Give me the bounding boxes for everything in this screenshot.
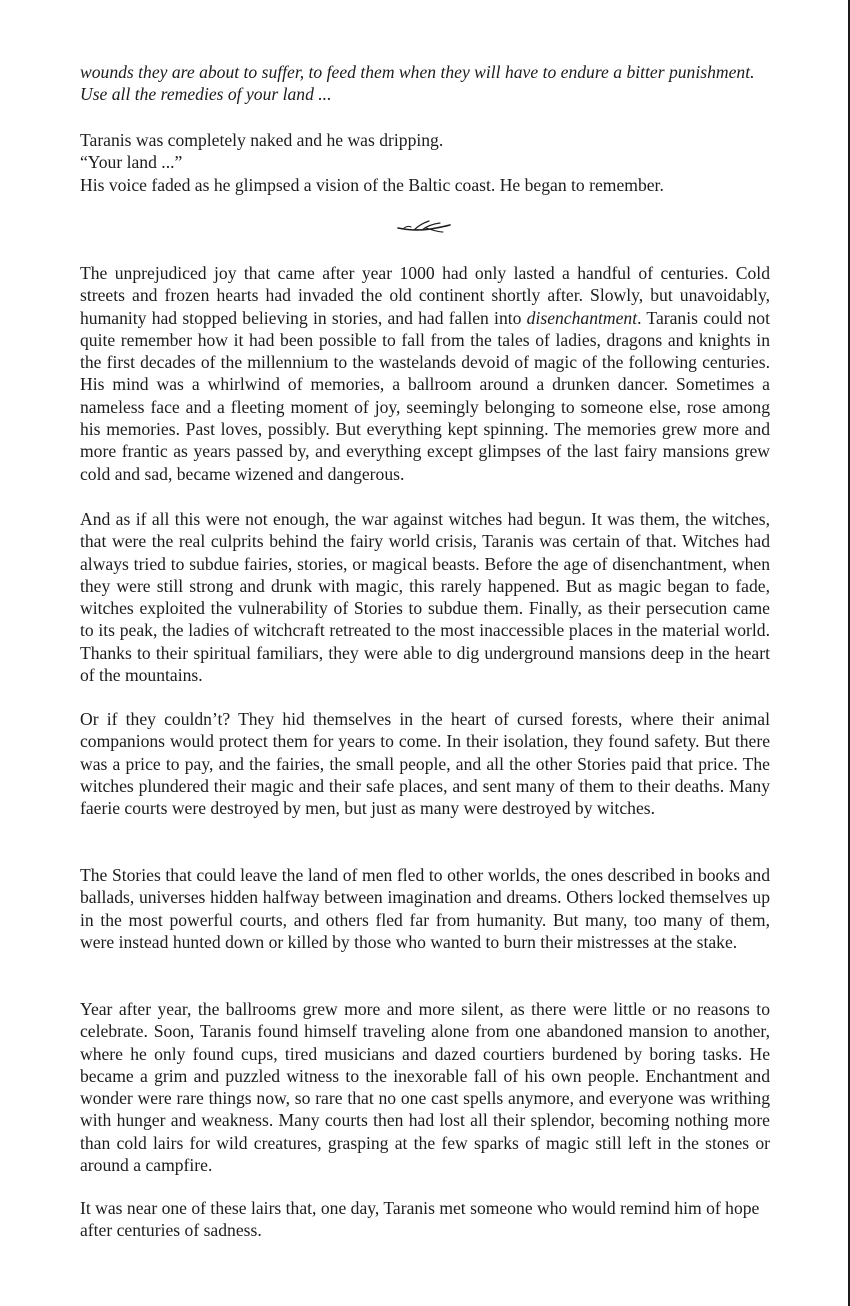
paragraph-hope: [80, 1197, 770, 1242]
paragraph-silent-ballrooms: [80, 998, 770, 1176]
emphasis-term: disenchantment: [526, 307, 638, 328]
paragraph-text: It was near one of these lairs that, one day, Taranis met someone who would remind him of hope after centuries of sadness.: [80, 1198, 760, 1241]
paragraph-text: The Stories that could leave the land of men fled to other worlds, the ones described in books and ballads, universes hidden halfway between imagination and dreams. Others locked themselves up in the most powerful courts, and others fled far from humanity. But many, too many of them, were instead hunted down or killed by those who wanted to burn their mistresses at the stake.: [80, 865, 770, 952]
paragraph-text: . Taranis could not quite remember how it had been possible to fall from the tales of ladies, dragons and knights in the first decades of the millennium to the wastelands devoid of magic of the following centuries. His mind was a whirlwind of memories, a ballroom around a drunken dancer. Sometimes a nameless face and a fleeting moment of joy, seemingly belonging to someone else, rose among his memories. Past loves, possibly. But everything kept spinning. The memories grew more and more frantic as years passed by, and everything except glimpses of the last fairy mansions grew cold and sad, became wizened and dangerous.: [80, 307, 770, 484]
opening-quote: [80, 61, 770, 106]
paragraph-cursed-forests: [80, 708, 770, 819]
paragraph-text: And as if all this were not enough, the war against witches had begun. It was them, the witches, that were the real culprits behind the fairy world crisis, Taranis was certain of that. Witches had always tried to subdue fairies, stories, or magical beasts. Before the age of disenchantment, when they were still strong and drunk with magic, this rarely happened. But as magic began to fade, witches exploited the vulnerability of Stories to subdue them. Finally, as their persecution came to its peak, the ladies of witchcraft retreated to the most inaccessible places in the material world. Thanks to their spiritual familiars, they were able to dig underground mansions deep in the heart of the mountains.: [80, 509, 770, 686]
paragraph-text: The unprejudiced joy that came after year 1000 had only lasted a handful of centuries. Cold streets and frozen hearts had invaded the old continent shortly after. Slowly, but unavoidably, humanity had stopped believing in stories, and had fallen into: [80, 263, 770, 328]
branch-flourish-icon: [396, 216, 452, 238]
scene-line: Taranis was completely naked and he was dripping.: [80, 130, 444, 150]
paragraph-stories-fled: [80, 864, 770, 953]
scene-lines: [80, 129, 770, 196]
scene-line: His voice faded as he glimpsed a vision of the Baltic coast. He began to remember.: [80, 174, 664, 195]
paragraph-disenchantment: [80, 262, 770, 485]
paragraph-text: Or if they couldn’t? They hid themselves in the heart of cursed forests, where their animal companions would protect them for years to come. In their isolation, they found safety. But there was a price to pay, and the fairies, the small people, and all the other Stories paid that price. The witches plundered their magic and their safe places, and sent many of them to their deaths. Many faerie courts were destroyed by men, but just as many were destroyed by witches.: [80, 709, 770, 819]
dialogue-line: “Your land ...”: [80, 152, 183, 173]
paragraph-witch-war: [80, 508, 770, 686]
paragraph-text: Year after year, the ballrooms grew more and more silent, as there were little or no reasons to celebrate. Soon, Taranis found himself traveling alone from one abandoned mansion to another, where he only found cups, tired musicians and dazed courtiers burdened by boring tasks. He became a grim and puzzled witness to the inexorable fall of his own people. Enchantment and wonder were rare things now, so rare that no one cast spells anymore, and everyone was writhing with hunger and weakness. Many courts then had lost all their splendor, becoming nothing more than cold lairs for wild creatures, grasping at the few sparks of magic still left in the stones or around a campfire.: [80, 999, 770, 1176]
quote-line: wounds they are about to suffer, to feed them when they will have to endure a bitter punishment.: [80, 62, 755, 82]
quote-line: Use all the remedies of your land ...: [80, 84, 332, 105]
